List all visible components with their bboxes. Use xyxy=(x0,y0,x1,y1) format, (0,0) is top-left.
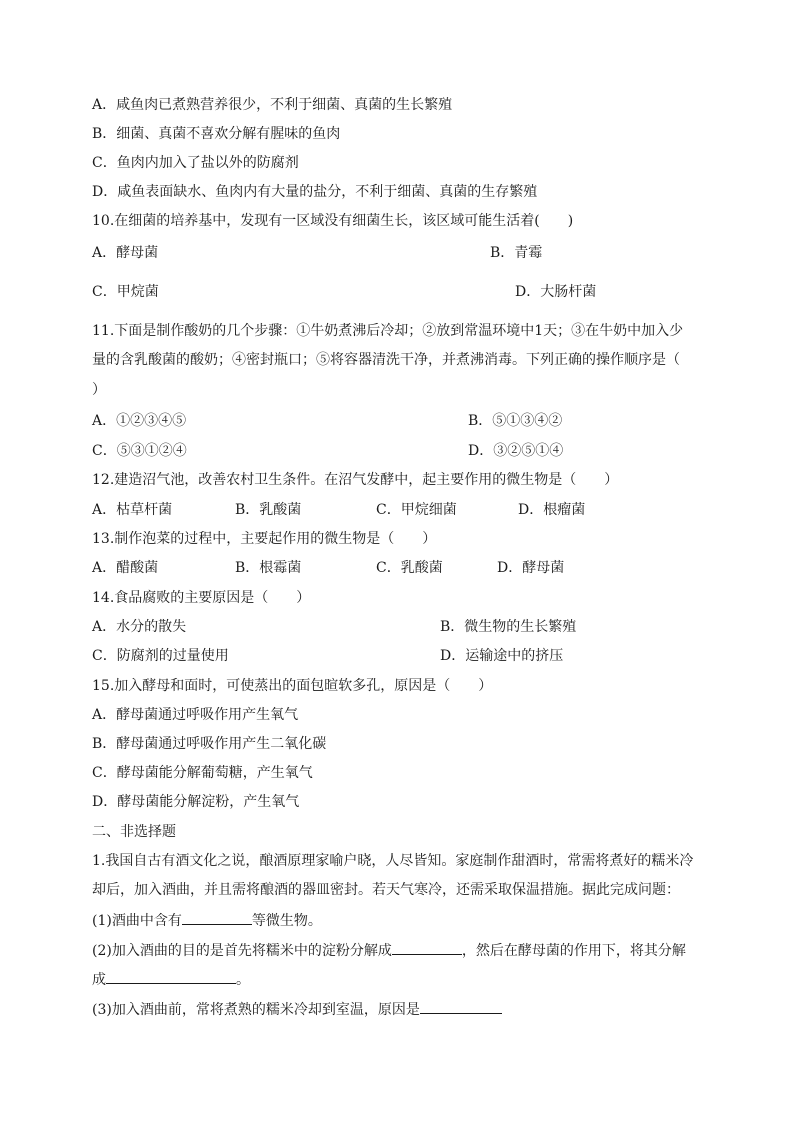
q12-option-c: C．甲烷细菌 xyxy=(376,502,457,518)
answer-blank-2[interactable] xyxy=(392,940,462,955)
s2-sub2-cont-suffix: 。 xyxy=(236,972,250,988)
answer-blank-4[interactable] xyxy=(420,999,502,1014)
s2-sub1-suffix: 等微生物。 xyxy=(251,913,322,929)
q9-option-d: D．咸鱼表面缺水、鱼肉内有大量的盐分，不利于细菌、真菌的生存繁殖 xyxy=(92,184,538,200)
q13-stem: 13.制作泡菜的过程中，主要起作用的微生物是（ ） xyxy=(92,531,437,547)
answer-blank-3[interactable] xyxy=(106,969,236,984)
section-heading: 二、非选择题 xyxy=(92,824,176,840)
q14-option-d: D．运输途中的挤压 xyxy=(440,648,564,664)
q12-stem: 12.建造沼气池，改善农村卫生条件。在沼气发酵中，起主要作用的微生物是（ ） xyxy=(92,472,619,488)
q11-option-a: A．①②③④⑤ xyxy=(92,413,187,429)
q13-option-d: D．酵母菌 xyxy=(497,560,565,576)
q11-option-d: D．③②⑤①④ xyxy=(468,443,564,459)
s2-sub2-cont xyxy=(92,969,250,990)
s2-q1-line-1: 1.我国自古有酒文化之说，酿酒原理家喻户晓，人尽皆知。家庭制作甜酒时，常需将煮好的糯米冷 xyxy=(92,853,694,869)
q12-option-b: B．乳酸菌 xyxy=(235,502,302,518)
q14-option-a: A．水分的散失 xyxy=(92,619,187,635)
q15-stem: 15.加入酵母和面时，可使蒸出的面包暄软多孔，原因是（ ） xyxy=(92,678,493,694)
q9-option-a: A．咸鱼肉已煮熟营养很少，不利于细菌、真菌的生长繁殖 xyxy=(92,97,453,113)
q11-stem-line-2: 量的含乳酸菌的酸奶；④密封瓶口；⑤将容器清洗干净，并煮沸消毒。下列正确的操作顺序是（ xyxy=(92,352,680,368)
q10-stem: 10.在细菌的培养基中，发现有一区域没有细菌生长，该区域可能生活着( ) xyxy=(92,213,574,229)
q12-option-d: D．根瘤菌 xyxy=(518,502,586,518)
s2-sub1-prefix: (1)酒曲中含有 xyxy=(92,913,182,929)
s2-q1-line-2: 却后，加入酒曲，并且需将酿酒的器皿密封。若天气寒冷，还需采取保温措施。据此完成问题： xyxy=(92,882,680,898)
s2-sub1 xyxy=(92,910,322,931)
q15-option-b: B．酵母菌通过呼吸作用产生二氧化碳 xyxy=(92,736,327,752)
answer-blank-1[interactable] xyxy=(182,910,252,925)
q14-option-b: B．微生物的生长繁殖 xyxy=(440,619,577,635)
q11-option-b: B．⑤①③④② xyxy=(468,413,563,429)
q10-option-a: A．酵母菌 xyxy=(92,245,159,261)
q15-option-d: D．酵母菌能分解淀粉，产生氧气 xyxy=(92,794,300,810)
q13-option-b: B．根霉菌 xyxy=(235,560,302,576)
s2-sub2-cont-prefix: 成 xyxy=(92,972,106,988)
q9-option-b: B．细菌、真菌不喜欢分解有腥味的鱼肉 xyxy=(92,126,341,142)
q11-option-c: C．⑤③①②④ xyxy=(92,443,187,459)
s2-sub2-prefix: (2)加入酒曲的目的是首先将糯米中的淀粉分解成 xyxy=(92,943,392,959)
q10-option-d: D．大肠杆菌 xyxy=(515,284,597,300)
q11-stem-line-1: 11.下面是制作酸奶的几个步骤：①牛奶煮沸后冷却；②放到常温环境中1天；③在牛奶中加入少 xyxy=(92,323,684,339)
q15-option-a: A．酵母菌通过呼吸作用产生氧气 xyxy=(92,707,299,723)
q13-option-c: C．乳酸菌 xyxy=(376,560,443,576)
q10-option-b: B．青霉 xyxy=(490,245,543,261)
q11-stem-line-3: ） xyxy=(92,382,106,398)
s2-sub2-suffix: ，然后在酵母菌的作用下，将其分解 xyxy=(461,943,686,959)
q14-stem: 14.食品腐败的主要原因是（ ） xyxy=(92,590,311,606)
q14-option-c: C．防腐剂的过量使用 xyxy=(92,648,229,664)
s2-sub3 xyxy=(92,999,502,1020)
q15-option-c: C．酵母菌能分解葡萄糖，产生氧气 xyxy=(92,765,313,781)
q12-option-a: A．枯草杆菌 xyxy=(92,502,173,518)
q9-option-c: C．鱼肉内加入了盐以外的防腐剂 xyxy=(92,155,299,171)
q10-option-c: C．甲烷菌 xyxy=(92,284,159,300)
q13-option-a: A．醋酸菌 xyxy=(92,560,159,576)
s2-sub3-prefix: (3)加入酒曲前，常将煮熟的糯米冷却到室温，原因是 xyxy=(92,1002,420,1018)
s2-sub2 xyxy=(92,940,686,961)
